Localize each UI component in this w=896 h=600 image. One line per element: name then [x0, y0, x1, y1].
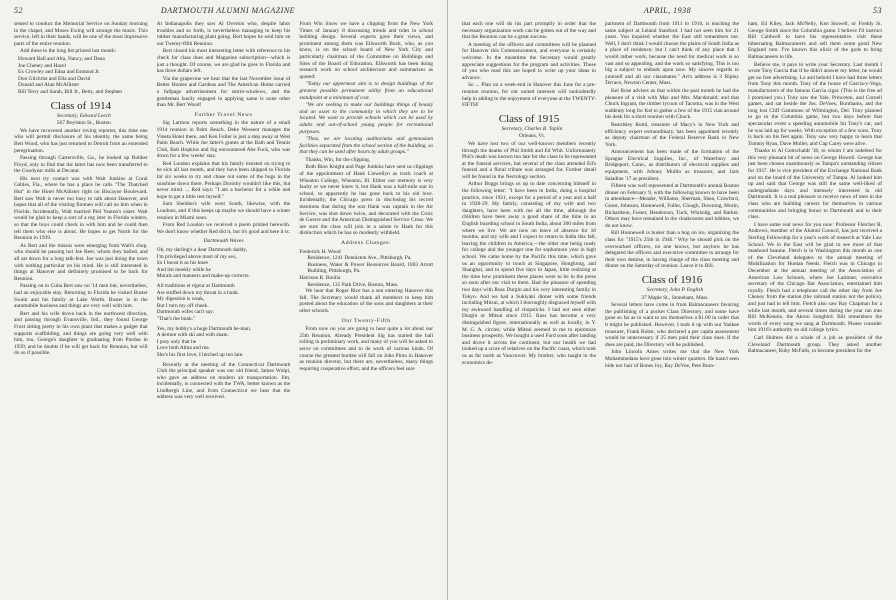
paragraph: As Bert and the missus were emerging from Walt's shop, who should be passing but Joe Beer, whom they hailed, and all sat down for a long talk-fest. Joe was just doing the town with nothing particular on his mind. He is still interested in things at Hanover and definitely promised to be back for Reunion.: [14, 242, 148, 282]
paragraph: Passing through Cartersville, Ga., he looked up Rubber Floyd, only to find that the latter has now been transferred to the Goodyear mills at Decatur.: [14, 155, 148, 175]
poem-line: I pray only that he: [156, 338, 197, 345]
paragraph: So ... Plan on a week-end in Hanover this June for a pre-reunion reunion, for our united interests will undoubtedly help in adding to the enjoyment of everyone at the TWENTY-FIFTH!: [462, 82, 596, 109]
poem-line: She's his first love; I hitched up too late.: [156, 351, 244, 358]
poem-stanza: [157, 247, 291, 280]
paragraph: Bert and his wife drove back in the northwest direction, and passing through Evansville, Ind., they found George Frost sitting pretty in his own plant that makes a gadget that supports scaffolding, and things are going very well with him, too. George's daughter is graduating from Purdue in 1939, and he doubts if he will get back for Reunion, but will do so if possible.: [14, 310, 148, 357]
quotation: "We are seeking to make our buildings things of beauty and an asset to the community in which they are to be located. We want to provide schools which can be used by adults and out-of-school young people for recreational purposes.: [299, 102, 434, 135]
list-item: Howard Ball and Alta, Nancy, and Dana: [18, 55, 105, 62]
paragraph: Kel Rose advises us that within the past month he had the pleasure of a visit with Mac and Mrs. Macdonald; and that Chuck Ingram, the timber tycoon of Tacoma, was in the West suddenly long for Kel to gather a few of the 1915 clan around his desk for a short reunion with Chuck.: [605, 87, 739, 121]
poem-line: All traditions et rigeur at Dartmouth: [156, 282, 235, 289]
paragraph: Add these to the long list printed last month:: [20, 48, 117, 55]
paragraph: Thanks to Al Gottschaldt '18, to whom I am indebted for this very pleasant bit of news on George Howell. George has just been chosen unanimously as Tampa's outstanding citizen for 1937. He is vice president of the Exchange National Bank and on the board of the University of Tampa. Al looked him up and said that George was still the same well-liked of undergraduate days and intensely interested in old Dartmouth. It is a real pleasure to receive news of men in the class who are building careers for themselves in various communities and bringing honor to Dartmouth and to their class.: [748, 148, 882, 221]
paragraph: From now on you are going to hear quite a lot about our 25th Reunion. Already President Sig has started the ball rolling in preliminary work, and many of you will be asked to serve on committees and to do work of various kinds. Of course the greatest burden will fall on John Pinto in Hanover as reunion director, but there are, nevertheless, many things requiring cooperative effort, and the officers feel sure: [299, 326, 434, 372]
poem-line: A demon with ski and with skate.: [156, 332, 229, 339]
paragraph: We have lost two of our well-known members recently through the deaths of Phil Smith and Ed Whit. Unfortunately Phil's death was known too late for the class to be represented at the funeral services, but several of the class attended Ed's funeral and a floral tribute was arranged for. Further detail will be found in the Necrology section.: [462, 140, 596, 180]
poem-line: Yes, my hubby's a huge Dartmouth he-man,: [156, 325, 252, 332]
paragraph: Thanks, Win, for the clipping.: [305, 156, 371, 163]
paragraph: From Red Loudon we received a poem printed herewith. We don't know whether Red did it, but it's good and here it is:: [156, 222, 291, 235]
class-heading-1915: Class of 1915: [498, 112, 560, 125]
paragraph: Several letters have come in from Balmacaneers favoring the publishing of a pocket Class Directory, and some have gone so far as to want to tax themselves a $1.00 in order that it might be published. However, I took it up with our Yankee treasurer, Frank Bobst, who declared a per capita assessment would be unnecessary if 25 men paid their class dues. If the dues are paid, the Directory will be published.: [605, 302, 739, 348]
list-item: Donald and Alan McAllister: [18, 82, 80, 89]
paragraph: ham, Ed Kiley, Jack McNelly, Ken Stowell, or Freddy St. George Smith since the Columbia game. I believe I'll instruct Bill Caldwell to have his representative visit these hibernating Balmacaneers and sell them some good New England rum. I've known this elixir of the gods to bring Balmacaneers to life.: [748, 21, 882, 60]
right-page-number: 53: [873, 6, 882, 15]
paragraph: Via the grapevine we hear that the last November issue of Better Homes and Gardens and The American Home carried a fullpage advertisement for storm-windows, and the gentleman busily engaged in applying same is none other than Mr. Bert Wood!: [156, 75, 291, 109]
poem-line: Dartmouth wifes can't say:: [156, 309, 215, 316]
left-column-3: [299, 21, 433, 600]
secretary-line: Secretary, Edward Leech: [56, 112, 111, 119]
poem-stanza: [157, 283, 291, 323]
list-item: Don Gilchrist and Ella and David: [18, 75, 91, 82]
poem-stanza: [157, 326, 291, 359]
right-columns: [462, 21, 882, 600]
poem-title: Dartmouth Waves: [203, 238, 244, 245]
address-name: Frederick H. Wood: [299, 248, 341, 255]
paragraph: Sig Larmon reports something in the nature of a small 1914 reunion in Palm Beach. Deke Wessent manages the Vineta Hotel there, and Ken Fuller is just a step away at West Palm Beach. While the latter's guests at the Bath and Tennis Club, Bob Hopkins and Sig encountered Abe Fuck, who was down for a few weeks' stay.: [156, 120, 291, 160]
right-column-2: [605, 21, 739, 600]
right-column-1: [462, 21, 596, 600]
paragraph: At Indianapolis they saw Al Overton who, despite labor troubles and so forth, is nevertheless managing to keep his rubber manufacturing plant going. Bert hopes he sold him on our Twenty-fifth Reunion.: [156, 21, 291, 47]
paragraph: Red Loudon explains that his family insisted on trying to be sick all last month, and they have been shipped to Florida for six weeks to try and chase out some of the bugs in the sunshine down there. Perhaps Dorothy wouldn't like this, but never mind. ... Red says: "I am a bachelor for a while and hope to get a little rest myself.": [156, 160, 291, 200]
poem-line: Love both Alma and me.: [156, 345, 211, 352]
paragraph: Both Bino Knight and Page Junkins have sent us clippings of the appointment of Hank Llewellyn as track coach at Wheaton College, Wheaton, Ill. Either our memory is very faulty or we never knew it, but Hank was a half-mile star in school, so apparently he has gone back to his old love. Incidentally, the Chicago press in disclosing his record mentions that during the war Hank was captain in the Air Service, was shot down twice, and decorated with the Croix de Guerre and the American Distinguished Service Cross. We are sure the class will join in a salute to Hank for this distinction which he has so modestly withheld.: [299, 164, 434, 237]
paragraph: John Lincoln Ames writes me that the New York Mohammedans have gone into winter quarters. He hasn't seen hide nor hair of Bones Joy, Ray DeVoe, Pete Burn-: [605, 349, 739, 369]
paragraph: Arthur Boggs brings us up to date concerning himself in the following letter: "I have been in India, doing a hospital practice, since 1921, except for a period of a year and a half in 1928-29. My family, consisting of my wife and two daughters, have been with me all the time, although the children have been away a good share of the time in an English boarding school in South India, about 300 miles from where we live. We are now on leave of absence for 18 months, and my wife and I expect to return to India this fall, leaving the children in America,—the older one being ready for college and the younger one for sophomore year in high school. We came home by the Pacific this time, which gave us an opportunity to touch at Singapore, Hongkong, and Shanghai, and to spend five days in Japan, little realizing at the time how prominent these places were to be in the press so soon after our visit to them. Had the pleasure of spending two days with Russ Durgin and his very interesting family in Tokyo. And we had a Sukiyaki dinner with some friends including Mitsui, at which I thoroughly disgraced myself with my awkward handling of chopsticks. I had not seen either Durgin or Mitsui since 1915. Russ has become a very distinguished figure, internationally as well as locally, in Y. M. C. A. circles; while Mitsui seemed to me to epitomize business prosperity. We bought a used Ford soon after landing and drove it across the continent, but our health we had looked up a score of relatives on the Pacific coast, which took us as far north as Vancouver. My brother, who taught in the economics de-: [462, 181, 596, 366]
quotation: "Today our uppermost aim is to design buildings of the greatest possible permanent utility from an educational standpoint at a minimum of cost.: [299, 81, 434, 101]
right-running-title: APRIL, 1938: [643, 6, 692, 15]
paragraph: Bill Hunnewell is busier than a hog on ice, organizing the class for "1915's 25th in 1940." Why he should pick on the overworked officers, no one knows, but anyhow he has delegated the officers and executive committee to arrange for their own demise, in having charge of the class meeting and dinner on the Saturday of reunion. Leave it to Bill.: [605, 230, 739, 270]
poem: [157, 247, 291, 359]
list-item: Ex Crowley and Edna and Esmond Jr.: [18, 69, 100, 76]
poem-line: Oh, my darling's a dear Dartmouth daddy,: [156, 247, 248, 253]
poem-line: I'm privileged above most of my sex,: [156, 253, 237, 260]
poem-line: So I boost it as his knee: [156, 260, 208, 267]
paragraph: His next try contact was with Walt Junkins at Coral Gables, Fla., where he has a place he calls "The Thatched Hut" in the Hotel McAllister right on Biscayne Boulevard. Bert saw Walt is never too busy to talk about Hanover, and hopes that all of the visiting firemen will call on him when in Florida. Incidentally, Walt married Phil Yeaton's sister. Walt would be glad to keep a sort of a reg ister in Florida winters, so that the boys could check in with him and he could then tell them who else is about. He hopes to get North for the Reunion in 1939.: [14, 175, 148, 242]
paragraph: Carl Holmes did a whale of a job as president of the Cleveland Dartmouth group. They asked another Balmacaneer, Ruby McFalls, to become president for the: [748, 334, 882, 355]
address-residence: Residence, 1241 Denniston Ave., Pittsburgh, Pa.: [307, 255, 412, 262]
paragraph: that each one will do his part promptly in order that the necessary organization work can be gotten out of the way and that the Reunion can be a great success.: [462, 21, 596, 41]
paragraph: Recently at the meeting of the Connecticut Dartmouth Club the principal speaker was our old friend, James Wulpi, who gave an address on modern air transportation. Jim, incidentally, is connected with the TWA, better known as the Lindbergh Line, and from Connecticut we hear that the address was very well received.: [156, 361, 291, 401]
right-column-3: [748, 21, 882, 600]
subhead-address-changes: Address Changes:: [341, 240, 392, 246]
left-running-title: DARTMOUTH ALUMNI MAGAZINE: [160, 6, 296, 15]
poem-line: But I turn my off cheek.: [156, 302, 209, 309]
poem-line: And list meekly while he: [156, 266, 211, 273]
paragraph: sented to conduct the Memorial Service on Sunday morning in the chapel, and Moses Ewing will arrange the music. This service, left in their hands, will be one of the most impressive parts of the entire reunion.: [14, 21, 148, 47]
paragraph: partment of Dartmouth from 1911 to 1916, is teaching the same subject at Leland Stanford. I had not seen him for 21 years. You inquired whether the East still remembers me. Well, I don't think I would choose the plains of South India as a place of residence; but I can't think of any place that I would rather work, because the need for medical work is so vast and so appealing, and the work so satisfying. This is too big a subject to embark upon now. My sincere regards to yourself and all our classmates." Art's address is 3 Ripley Terrace, Newton Center, Mass.: [605, 21, 739, 87]
paragraph: Believe me, it pays to write your Secretary. Last month I wrote Tony Garcia that if he didn't answer my letter, he would get no free advertising. Lo and behold I have had three letters from Tony this month. Tony of the house of Garcia-y-Vega, manufacturers of the famous Garcia cigar. (This is the free ad I promised you.) Tony saw the Yale, Princeton, and Cornell games, and sat beside the Jos. DeVoes, Burnhams, and the long lost Cliff Gammons of Wilmington, Del. Tony planned to go to the Columbia game, but two days before that spectacular event a speeding automobile hit Tony's car, and he was laid up for weeks. With exception of a few scars, Tony is back on his feet again. Tony saw very happy to learn that Tommy Ryan, Dave Muller, and Cap Carey were alive.: [748, 61, 882, 147]
secretary-address: Orleans, Vt.: [518, 133, 546, 140]
left-column-2: [157, 21, 291, 600]
paragraph: From Win Snow we have a clipping from the New York Times of January 8 discussing trends and tides in school building design. Several experts gave their views, and prominent among them was Ellsworth Bock, who, as you know, is on the school board of New York City and particularly chairman of the Committee on Buildings and Sites of the Board of Education. Ellsworth has been doing research work on school architecture and summarizes as quoted:: [299, 21, 434, 80]
paragraph: Bert closed his most interesting letter with reference to his check for class dues and Magazine subscription—which is just a thought. Of course, we are glad he goes to Florida and has three dollars left.: [156, 48, 291, 75]
paragraph: Sam Sheldon's wife went South, likewise, with the Loudons, and if this keeps up maybe we should have a winter reunion in Miami soon.: [156, 201, 291, 221]
poem-line: "That's the bunk.": [156, 315, 196, 322]
paragraph: A meeting of the officers and committees will be planned for Hanover this Commencement, and everyone is certainly welcome. In the meantime the Secretary would greatly appreciate suggestions for the program and activities. Those of you who read this are hoped to write up your ideas in advance.: [462, 41, 596, 81]
poem-line: Are stuffed down my throat in a hunk.: [156, 289, 240, 296]
quotation: "Thus, we are locating auditoriums and gymnasium facilities separated from the school section of the building, so that they can be used after hours by adult groups.": [299, 136, 434, 156]
secretary-address: 37 Maple St., Stoneham, Mass.: [641, 294, 709, 301]
subhead-our-twenty-fifth: Our Twenty-Fifth: [341, 317, 391, 324]
attendee-list: [14, 56, 148, 96]
paragraph: We have recovered another roving reporter, this time one who will permit disclosure of his identity, the same being Bert Wood, who has just returned to Detroit from an extended peregrination.: [14, 127, 148, 154]
address-changes: [299, 249, 433, 289]
class-heading-1916: Class of 1916: [641, 273, 703, 286]
paragraph: Announcement has been made of the formation of the Sprague Electrical Supplies, Inc., of Waterbury and Bridgeport, Conn., as distributors of electrical supplies and equipment, with Johnny Mullin as treasurer, and Jack Saladine '17 as president.: [605, 149, 739, 182]
poem-line: Morals and manners and make-up corrects.: [156, 273, 250, 280]
left-columns: [14, 21, 433, 600]
list-item: Joe Cheney and Hazel: [18, 62, 67, 69]
address-business: Business, Water & Power Resources Board, 1803 Arrott Building, Pittsburgh, Pa.: [307, 261, 434, 275]
class-heading-1914: Class of 1914: [50, 99, 112, 112]
address-residence: Residence, 135 Park Drive, Boston, Mass.: [307, 281, 399, 288]
paragraph: Fifteen was well represented at Dartmouth's annual Boston dinner on February 9, with the following known to have been in attendance—Meader, Williams, Sherman, Shea, Crawford, Guest, Johnson, Hunnewell, Fuller, Clough, Downing, Morin, Richardson, Foster, Henderson, Tuck, Whitsidg, and Barker. Others may have remained in the cloakrooms and lobbies, we do not know.: [605, 183, 739, 229]
left-running-head: [14, 6, 433, 18]
address-name: Harrison R. Boulia: [299, 274, 341, 281]
paragraph: I have some real news for you now: Professor Fletcher R. Andrews, member of the Alumni Council, has just received a Sterling Fellowship for a year's work of research at Yale Law School. We in the East will be glad to see more of that manhood beaune. Fletch is in Washington this month as one of the Cleveland delegates to the annual meeting of Mobilization for Human Needs. Fletch was in Chicago in December at the annual meeting of the Association of American Law Schools, where Joe Lattimer, executive secretary of the Chicago Bar Association, entertained him royally. Fletch had a telephone call the other day from Joe Cheney from the station (the railroad station not the police), and just had to tell him. Fletch also saw Ray Chapman for a while last month, and several times during the year ran into Bill McKennie, the Akron Songbird. Bill remembers the words of every song we sang at Dartmouth. Please consider him 1916's authority on old college lyrics.: [748, 221, 882, 334]
paragraph: Passing on to Cuba Bert saw no '14 men but, nevertheless, had an enjoyable stay. Returning to Florida he visited Buster Swain and his family at Lake Worth. Buster is in the automobile business and things are very well with him.: [14, 283, 148, 310]
left-page-number: 52: [14, 6, 23, 15]
right-running-head: [462, 6, 882, 18]
list-item: Bill Terry and Sarah, Bill Jr., Betty, and Stephen: [18, 88, 122, 95]
secretary-line: Secretary, Charles R. Taplin: [501, 125, 563, 132]
subhead-further-travel-news: Further Travel News: [194, 111, 253, 118]
paragraph: Beardsley Ruml, treasurer of Macy's in New York and efficiency expert extraordinary, has been appointed recently as deputy chairman of the Federal Reserve Bank in New York.: [605, 121, 739, 148]
right-page: [448, 0, 896, 600]
secretary-address: 567 Boylston St., Boston: [56, 120, 111, 127]
paragraph: We hear that Roger Rice has a son entering Hanover this fall. The Secretary would thank all members to keep him posted about the education of the sons and daughters at their other schools.: [299, 288, 434, 314]
left-column-1: [14, 21, 148, 600]
poem-line: My digestion is weak,: [156, 296, 205, 303]
secretary-line: Secretary, John P. English: [646, 286, 704, 293]
